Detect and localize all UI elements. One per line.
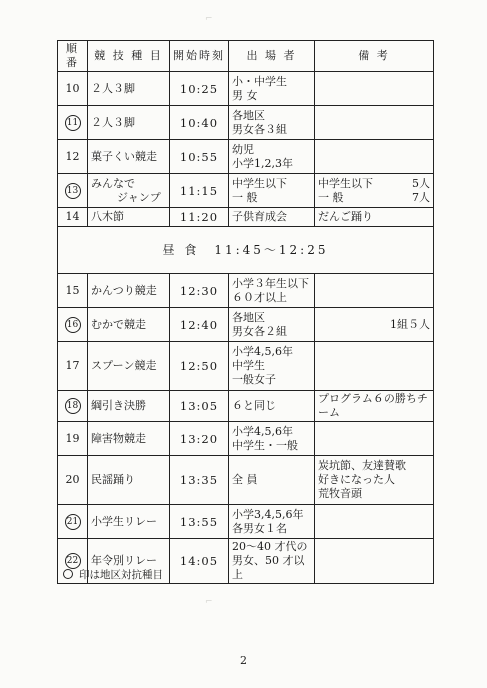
participants-line: 小学4,5,6年 — [232, 345, 293, 358]
participants-line: 小学３年生以下 — [232, 276, 309, 290]
participants-line: 小学1,2,3年 — [232, 156, 293, 170]
row-number — [58, 274, 88, 308]
table-row — [58, 422, 434, 456]
table-row — [58, 342, 434, 391]
participants-line: 小学3,4,5,6年 — [232, 507, 304, 521]
remarks-text: 好きになった人 — [318, 473, 395, 486]
event-name — [88, 274, 170, 308]
participants — [229, 72, 315, 106]
row-number-value: 13 — [65, 183, 81, 199]
event-name-line: ２人３脚 — [91, 81, 135, 95]
event-name-line: 綱引き決勝 — [91, 399, 146, 412]
row-number-value: 20 — [65, 473, 80, 486]
event-name-line: 年令別リレー — [91, 554, 157, 567]
remarks-line — [318, 318, 430, 332]
event-name-line: 民謡踊り — [91, 473, 135, 486]
row-number — [58, 174, 88, 208]
start-time: 12:50 — [170, 342, 229, 391]
row-number-value: 14 — [65, 210, 80, 223]
participants-line: 子供育成会 — [232, 210, 287, 223]
table-row — [58, 505, 434, 539]
row-number — [58, 422, 88, 456]
remarks — [315, 106, 434, 140]
lunch-break: 昼 食 11:45～12:25 — [58, 227, 434, 274]
remarks — [315, 539, 434, 584]
event-name-line: みんなで — [91, 176, 135, 190]
row-number-value: 21 — [65, 514, 81, 530]
circle-mark-icon — [63, 569, 73, 579]
participants — [229, 456, 315, 505]
remarks — [315, 140, 434, 174]
participants-line: 一 般 — [232, 190, 258, 204]
start-time: 12:30 — [170, 274, 229, 308]
program-rows-afternoon — [58, 274, 434, 584]
row-number — [58, 505, 88, 539]
table-row — [58, 274, 434, 308]
event-name-line: 八木節 — [91, 210, 124, 223]
participants-line: 各地区 — [232, 310, 265, 324]
row-number-value: 18 — [65, 398, 81, 414]
participants — [229, 208, 315, 227]
event-name-line: スプーン競走 — [91, 359, 157, 372]
remarks-text: だんご踊り — [318, 210, 373, 223]
remarks — [315, 505, 434, 539]
table-row — [58, 140, 434, 174]
row-number — [58, 72, 88, 106]
program-rows-morning — [58, 72, 434, 227]
row-number — [58, 208, 88, 227]
row-number — [58, 140, 88, 174]
participants — [229, 391, 315, 422]
row-number-value: 10 — [65, 81, 80, 95]
remarks — [315, 174, 434, 208]
participants — [229, 422, 315, 456]
participants-line: 中学生・一般 — [232, 438, 298, 452]
remarks-line — [318, 459, 430, 473]
table-row — [58, 174, 434, 208]
row-number-value: 19 — [65, 431, 80, 445]
row-number — [58, 342, 88, 391]
row-number-value: 17 — [65, 359, 80, 372]
start-time: 10:25 — [170, 72, 229, 106]
participants-line: 一般女子 — [232, 373, 276, 386]
start-time: 14:05 — [170, 539, 229, 584]
remarks — [315, 308, 434, 342]
remarks-text: 一 般 — [318, 190, 344, 204]
remarks-text: 荒牧音頭 — [318, 487, 362, 500]
event-name-line: かんつり競走 — [91, 283, 157, 297]
event-name — [88, 342, 170, 391]
show-through-mark: ⌐ — [205, 597, 214, 607]
event-name — [88, 208, 170, 227]
remarks-text: プログラム６の勝ちチーム — [318, 392, 428, 419]
table-header-row — [58, 41, 434, 72]
remarks-count: 5人 — [412, 176, 430, 190]
participants — [229, 106, 315, 140]
event-name — [88, 308, 170, 342]
event-name-line: 障害物競走 — [91, 431, 146, 445]
remarks-text: 炭坑節、友達賛歌 — [318, 459, 406, 472]
remarks-line — [318, 177, 430, 191]
lunch-row — [58, 227, 434, 274]
event-name — [88, 72, 170, 106]
remarks — [315, 274, 434, 308]
table-row — [58, 456, 434, 505]
row-number-value: 15 — [65, 283, 80, 297]
remarks-text: 中学生以下 — [318, 176, 373, 190]
row-number-value: 16 — [65, 317, 81, 333]
event-name — [88, 391, 170, 422]
start-time: 13:55 — [170, 505, 229, 539]
participants-line: 小・中学生 — [232, 74, 287, 88]
row-number — [58, 308, 88, 342]
event-name-line: ２人３脚 — [91, 115, 135, 129]
event-name — [88, 456, 170, 505]
event-name-line: ジャンプ — [117, 190, 161, 204]
row-number — [58, 391, 88, 422]
participants-line: 20～40 才代の — [232, 540, 308, 553]
footnote-text: 印は地区対抗種目 — [79, 569, 163, 581]
participants-line: 全 員 — [232, 473, 258, 486]
remarks — [315, 72, 434, 106]
table-row — [58, 106, 434, 140]
participants-line: 幼児 — [232, 142, 254, 156]
remarks — [315, 342, 434, 391]
row-number — [58, 456, 88, 505]
start-time: 11:15 — [170, 174, 229, 208]
program-table — [57, 40, 434, 584]
row-number-value: 22 — [65, 553, 81, 569]
table-row — [58, 72, 434, 106]
start-time: 13:35 — [170, 456, 229, 505]
table-row — [58, 208, 434, 227]
remarks-line — [318, 487, 430, 501]
participants-line: 中学生 — [232, 359, 265, 372]
event-name-line: むかで競走 — [91, 317, 146, 331]
start-time: 13:05 — [170, 391, 229, 422]
event-name-line: 菓子くい競走 — [91, 149, 157, 163]
remarks — [315, 456, 434, 505]
participants — [229, 274, 315, 308]
event-name-line: 小学生リレー — [91, 514, 157, 528]
remarks — [315, 208, 434, 227]
participants — [229, 505, 315, 539]
event-name — [88, 505, 170, 539]
remarks — [315, 391, 434, 422]
header-participants: 出 場 者 — [229, 41, 315, 72]
header-remarks: 備 考 — [315, 41, 434, 72]
event-name — [88, 106, 170, 140]
remarks-line — [318, 392, 430, 420]
participants-line: 男 女 — [232, 88, 258, 102]
event-name — [88, 140, 170, 174]
remarks-count: 7人 — [412, 190, 430, 204]
participants-line: 各男女１名 — [232, 521, 287, 535]
participants-line: 男女、50 才以上 — [232, 554, 305, 581]
start-time: 11:20 — [170, 208, 229, 227]
participants-line: 男女各２組 — [232, 324, 287, 338]
start-time: 12:40 — [170, 308, 229, 342]
participants-line: 男女各３組 — [232, 122, 287, 136]
participants — [229, 308, 315, 342]
participants-line: ６０才以上 — [232, 290, 287, 304]
remarks-line — [318, 191, 430, 205]
row-number — [58, 106, 88, 140]
header-event: 競 技 種 目 — [88, 41, 170, 72]
table-row — [58, 308, 434, 342]
participants-line: 中学生以下 — [232, 176, 287, 190]
row-number-value: 12 — [65, 149, 80, 163]
header-time: 開始時刻 — [170, 41, 229, 72]
row-number-value: 11 — [65, 115, 81, 131]
participants-line: 小学4,5,6年 — [232, 424, 293, 438]
show-through-mark: ⌐ — [205, 14, 214, 24]
start-time: 10:55 — [170, 140, 229, 174]
remarks — [315, 422, 434, 456]
participants — [229, 140, 315, 174]
participants — [229, 539, 315, 584]
table-row — [58, 391, 434, 422]
participants-line: 各地区 — [232, 108, 265, 122]
participants — [229, 342, 315, 391]
remarks-line — [318, 210, 430, 224]
event-name — [88, 174, 170, 208]
header-no: 順番 — [58, 41, 88, 72]
remarks-line — [318, 473, 430, 487]
participants — [229, 174, 315, 208]
start-time: 10:40 — [170, 106, 229, 140]
event-name — [88, 422, 170, 456]
remarks-count: 1組５人 — [390, 317, 430, 331]
page-number: 2 — [240, 654, 247, 667]
footnote — [63, 567, 163, 582]
start-time: 13:20 — [170, 422, 229, 456]
participants-line: ６と同じ — [232, 399, 276, 412]
